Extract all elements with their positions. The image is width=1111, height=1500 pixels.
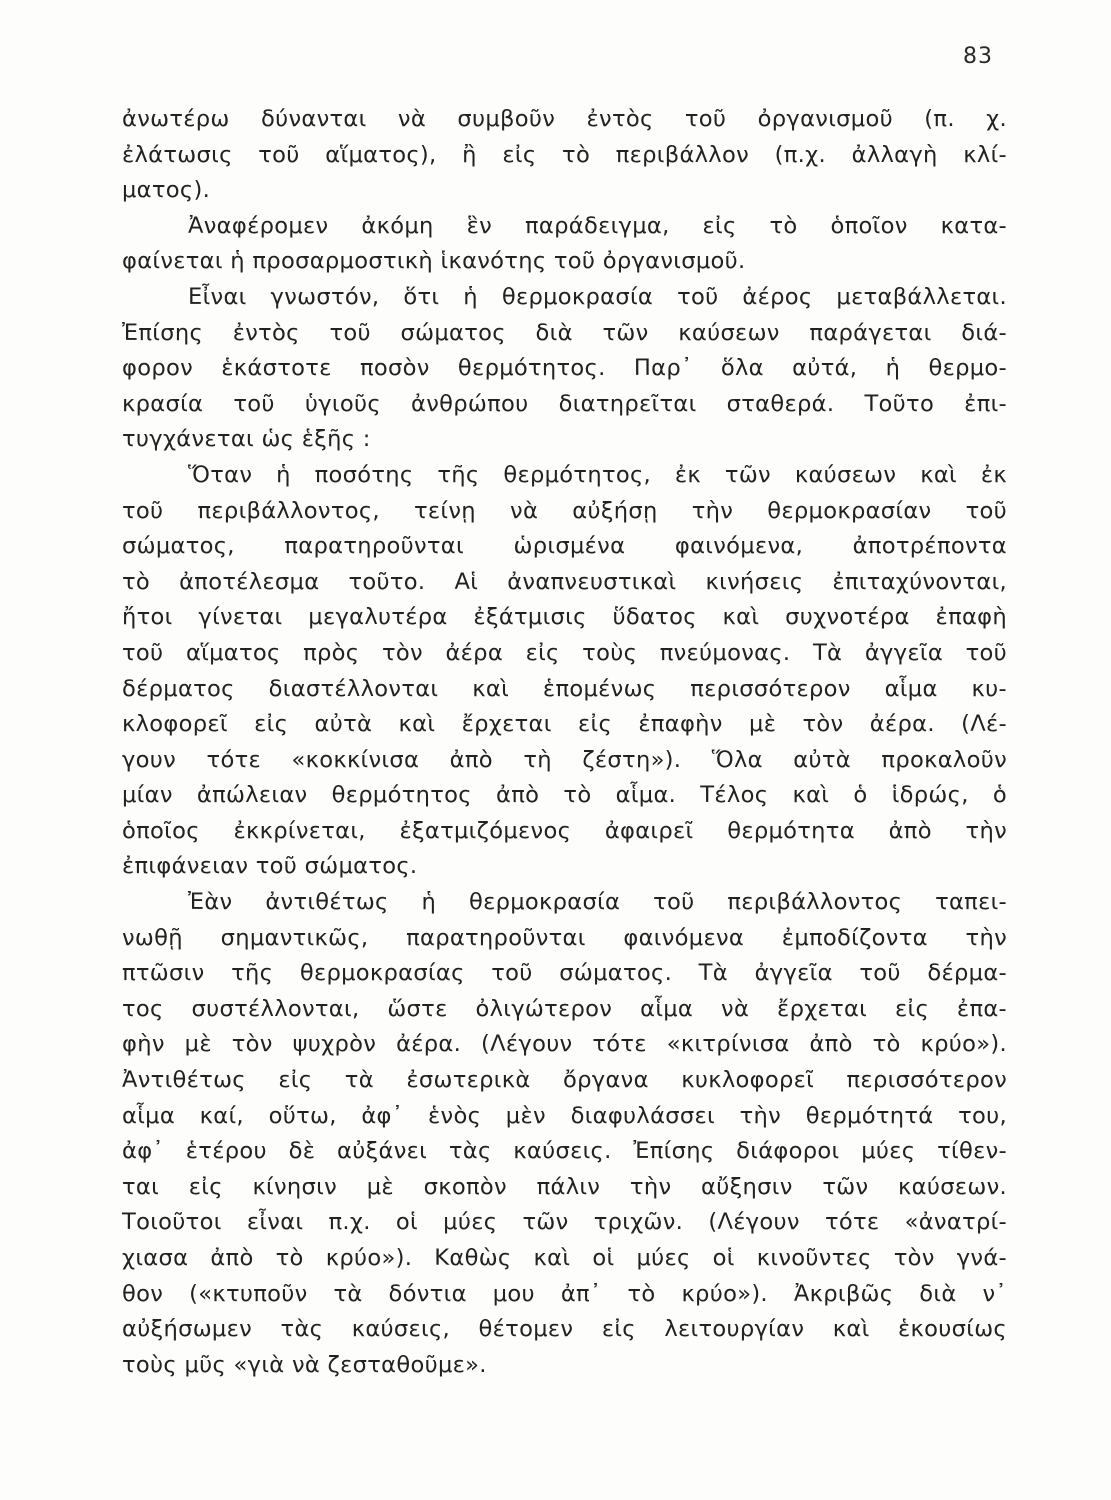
text-line: τοῦ περιβάλλοντος, τείνῃ νὰ αὐξήσῃ τὴν θερμοκρασίαν τοῦ bbox=[122, 497, 1007, 524]
text-line: Τοιοῦτοι εἶναι π.χ. οἱ μύες τῶν τριχῶν. (Λέγουν τότε «ἀνατρί- bbox=[122, 1209, 1007, 1236]
text-line: Ἐπίσης ἐντὸς τοῦ σώματος διὰ τῶν καύσεων παράγεται διά- bbox=[122, 319, 1007, 346]
text-line: ματος). bbox=[122, 177, 211, 204]
text-line: νωθῇ σημαντικῶς, παρατηροῦνται φαινόμενα ἐμποδίζοντα τὴν bbox=[122, 924, 1007, 951]
text-line: φαίνεται ἡ προσαρμοστικὴ ἱκανότης τοῦ ὀργανισμοῦ. bbox=[122, 248, 746, 275]
text-line: ὁποῖος ἐκκρίνεται, ἐξατμιζόμενος ἀφαιρεῖ θερμότητα ἀπὸ τὴν bbox=[122, 817, 1007, 844]
text-line: τοὺς μῦς «γιὰ νὰ ζεσταθοῦμε». bbox=[122, 1351, 487, 1378]
text-line: ται εἰς κίνησιν μὲ σκοπὸν πάλιν τὴν αὔξησιν τῶν καύσεων. bbox=[122, 1173, 1007, 1200]
text-line: τὸ ἀποτέλεσμα τοῦτο. Αἱ ἀναπνευστικαὶ κινήσεις ἐπιταχύνονται, bbox=[122, 568, 1007, 595]
text-line: αἷμα καί, οὕτω, ἀφ᾿ ἑνὸς μὲν διαφυλάσσει τὴν θερμότητά του, bbox=[122, 1102, 1007, 1129]
text-line: ἐλάτωσις τοῦ αἵματος), ἢ εἰς τὸ περιβάλλον (π.χ. ἀλλαγὴ κλί- bbox=[122, 141, 1007, 168]
text-line: πτῶσιν τῆς θερμοκρασίας τοῦ σώματος. Τὰ ἀγγεῖα τοῦ δέρμα- bbox=[122, 960, 1007, 987]
text-line: κλοφορεῖ εἰς αὐτὰ καὶ ἔρχεται εἰς ἐπαφὴν μὲ τὸν ἀέρα. (Λέ- bbox=[122, 711, 1007, 738]
text-line: τος συστέλλονται, ὥστε ὀλιγώτερον αἷμα νὰ ἔρχεται εἰς ἐπα- bbox=[122, 995, 1007, 1022]
text-line: γουν τότε «κοκκίνισα ἀπὸ τὴ ζέστη»). Ὅλα αὐτὰ προκαλοῦν bbox=[122, 746, 1007, 773]
text-line: φορον ἑκάστοτε ποσὸν θερμότητος. Παρ᾿ ὅλα αὐτά, ἡ θερμο- bbox=[122, 355, 1007, 382]
body-text bbox=[122, 102, 1007, 1383]
text-line: ἀνωτέρω δύνανται νὰ συμβοῦν ἐντὸς τοῦ ὀργανισμοῦ (π. χ. bbox=[122, 106, 1007, 132]
text-line: θον («κτυποῦν τὰ δόντια μου ἀπ᾿ τὸ κρύο»). Ἀκριβῶς διὰ ν᾿ bbox=[122, 1280, 1007, 1307]
text-line: Ἐὰν ἀντιθέτως ἡ θερμοκρασία τοῦ περιβάλλοντος ταπει- bbox=[188, 889, 1007, 916]
text-line: δέρματος διαστέλλονται καὶ ἑπομένως περισσότερον αἷμα κυ- bbox=[122, 675, 1007, 702]
text-line: ἀφ᾿ ἑτέρου δὲ αὐξάνει τὰς καύσεις. Ἐπίσης διάφοροι μύες τίθεν- bbox=[122, 1138, 1007, 1165]
text-line: Ἀντιθέτως εἰς τὰ ἐσωτερικὰ ὄργανα κυκλοφορεῖ περισσότερον bbox=[122, 1067, 1007, 1094]
text-line: Εἶναι γνωστόν, ὅτι ἡ θερμοκρασία τοῦ ἀέρος μεταβάλλεται. bbox=[188, 283, 1007, 310]
text-line: ἤτοι γίνεται μεγαλυτέρα ἐξάτμισις ὕδατος καὶ συχνοτέρα ἐπαφὴ bbox=[122, 604, 1007, 631]
text-line: τοῦ αἵματος πρὸς τὸν ἀέρα εἰς τοὺς πνεύμονας. Τὰ ἀγγεῖα τοῦ bbox=[122, 639, 1007, 666]
text-line: μίαν ἀπώλειαν θερμότητος ἀπὸ τὸ αἷμα. Τέλος καὶ ὁ ἱδρώς, ὁ bbox=[122, 782, 1007, 809]
text-line: τυγχάνεται ὡς ἑξῆς : bbox=[122, 426, 371, 453]
text-line: σώματος, παρατηροῦνται ὡρισμένα φαινόμενα, ἀποτρέποντα bbox=[122, 533, 1007, 560]
text-line: αὐξήσωμεν τὰς καύσεις, θέτομεν εἰς λειτουργίαν καὶ ἑκουσίως bbox=[122, 1316, 1007, 1343]
page-number: 83 bbox=[963, 44, 993, 69]
text-line: χιασα ἀπὸ τὸ κρύο»). Καθὼς καὶ οἱ μύες οἱ κινοῦντες τὸν γνά- bbox=[122, 1245, 1007, 1271]
text-line: φὴν μὲ τὸν ψυχρὸν ἀέρα. (Λέγουν τότε «κιτρίνισα ἀπὸ τὸ κρύο»). bbox=[122, 1031, 1007, 1058]
text-line: Ὅταν ἡ ποσότης τῆς θερμότητος, ἐκ τῶν καύσεων καὶ ἐκ bbox=[188, 461, 1007, 488]
text-line: Ἀναφέρομεν ἀκόμη ἓν παράδειγμα, εἰς τὸ ὁποῖον κατα- bbox=[188, 212, 1007, 239]
text-line: ἐπιφάνειαν τοῦ σώματος. bbox=[122, 853, 418, 880]
text-line: κρασία τοῦ ὑγιοῦς ἀνθρώπου διατηρεῖται σταθερά. Τοῦτο ἐπι- bbox=[122, 390, 1007, 417]
